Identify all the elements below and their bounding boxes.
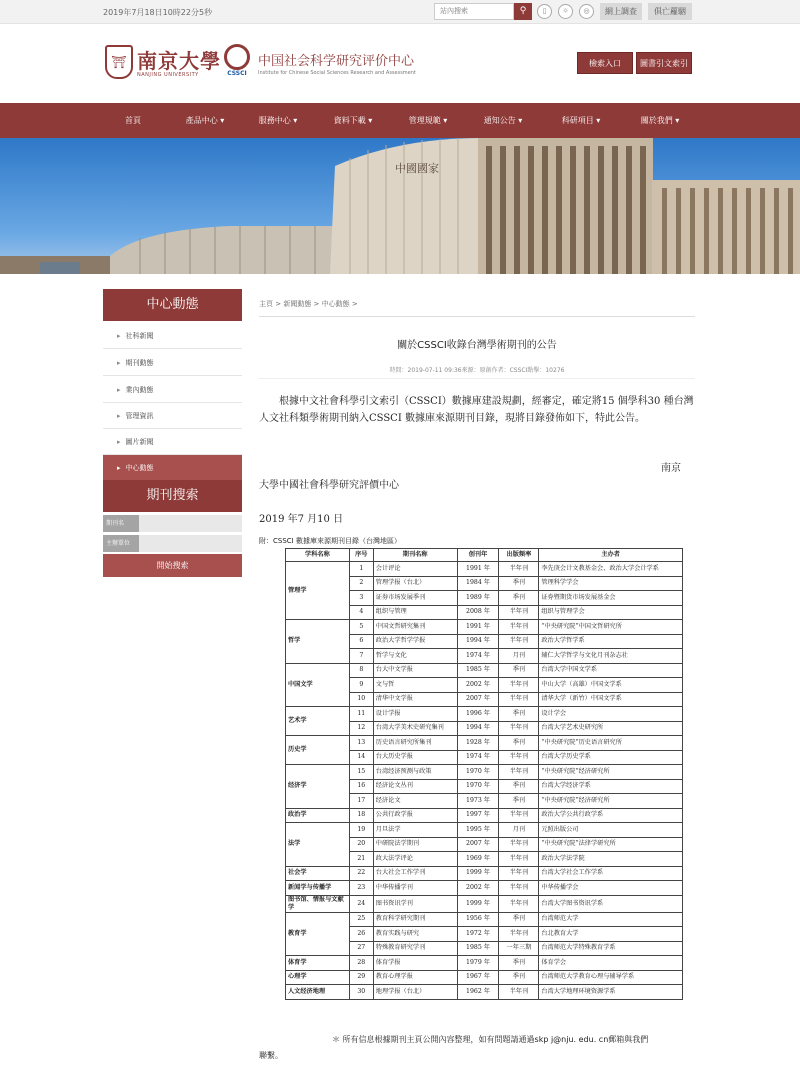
table-row xyxy=(286,866,683,881)
nav-regulations[interactable]: 管理規範 ▾ xyxy=(408,116,448,125)
frequency-cell: 季刊 xyxy=(499,576,539,591)
subject-cell: 哲学 xyxy=(286,620,350,664)
journal-table-body xyxy=(286,562,683,1000)
frequency-cell: 半年刊 xyxy=(499,750,539,765)
number-cell: 15 xyxy=(349,765,373,780)
sponsor-cell: 台湾大学图书资讯学系 xyxy=(539,895,683,912)
frequency-cell: 半年刊 xyxy=(499,837,539,852)
number-cell: 20 xyxy=(349,837,373,852)
breadcrumb[interactable]: 主頁 > 新聞動態 > 中心動態 > xyxy=(259,300,358,308)
sponsor-cell: 台湾大学社会工作学系 xyxy=(539,866,683,881)
founded-cell: 1974 年 xyxy=(457,649,499,664)
table-row xyxy=(286,823,683,838)
subject-cell: 经济学 xyxy=(286,765,350,809)
sponsor-cell: 政治大学公共行政学系 xyxy=(539,808,683,823)
frequency-cell: 半年刊 xyxy=(499,866,539,881)
sponsor-cell: 台北教育大学 xyxy=(539,927,683,942)
journal-name-cell: 文与哲 xyxy=(373,678,457,693)
number-cell: 25 xyxy=(349,912,373,927)
sponsor-cell: 台湾大学中国文学系 xyxy=(539,663,683,678)
header-journal: 期刊名称 xyxy=(373,549,457,562)
table-row xyxy=(286,808,683,823)
number-cell: 9 xyxy=(349,678,373,693)
nju-english-name: NANJING UNIVERSITY xyxy=(137,72,199,78)
journal-name-cell: 公共行政学报 xyxy=(373,808,457,823)
founded-cell: 1956 年 xyxy=(457,912,499,927)
nju-emblem-icon[interactable]: ⛩ xyxy=(105,45,133,79)
sponsor-cell: 组织与管理学会 xyxy=(539,605,683,620)
journal-name-cell: 政治大学哲学学报 xyxy=(373,634,457,649)
number-cell: 11 xyxy=(349,707,373,722)
frequency-cell: 半年刊 xyxy=(499,808,539,823)
article-meta: 時間：2019-07-11 09:36來源：原創作者：CSSCI點擊：10276 xyxy=(389,367,565,374)
journal-name-cell: 清华中文学报 xyxy=(373,692,457,707)
signature-line-1: 南京 xyxy=(661,463,681,474)
subject-cell: 教育学 xyxy=(286,912,350,956)
journal-name-cell: 教育实践与研究 xyxy=(373,927,457,942)
subject-cell: 艺术学 xyxy=(286,707,350,736)
number-cell: 19 xyxy=(349,823,373,838)
frequency-cell: 半年刊 xyxy=(499,605,539,620)
sponsor-cell: 清华大学（新竹）中国文学系 xyxy=(539,692,683,707)
table-header-row xyxy=(286,549,683,562)
frequency-cell: 季刊 xyxy=(499,956,539,971)
chevron-right-icon: ▸ xyxy=(117,332,121,340)
sidebar-item-photo-news[interactable] xyxy=(103,429,242,455)
journal-name-cell: 图书资讯学刊 xyxy=(373,895,457,912)
sponsor-cell: “中央研究院”法律学研究所 xyxy=(539,837,683,852)
header-frequency: 出版频率 xyxy=(499,549,539,562)
book-citation-index-button[interactable]: 圖書引文索引 xyxy=(636,52,692,74)
founded-cell: 1970 年 xyxy=(457,779,499,794)
frequency-cell: 季刊 xyxy=(499,663,539,678)
frequency-cell: 半年刊 xyxy=(499,634,539,649)
table-row xyxy=(286,881,683,896)
nav-services[interactable]: 服務中心 ▾ xyxy=(258,116,298,125)
founded-cell: 2008 年 xyxy=(457,605,499,620)
journal-name-cell: 中国文哲研究集刊 xyxy=(373,620,457,635)
sponsor-cell: 台湾大学地理环境资源学系 xyxy=(539,985,683,1000)
sidebar-item-center-news[interactable] xyxy=(103,455,242,481)
number-cell: 3 xyxy=(349,591,373,606)
number-cell: 17 xyxy=(349,794,373,809)
main-nav xyxy=(0,103,800,138)
sponsor-cell: 政治大学法学院 xyxy=(539,852,683,867)
sponsor-cell: 体育学会 xyxy=(539,956,683,971)
number-cell: 24 xyxy=(349,895,373,912)
frequency-cell: 半年刊 xyxy=(499,721,539,736)
center-name[interactable]: 中国社会科学研究评价中心 xyxy=(258,54,415,69)
sponsor-cell: 政治大学哲学系 xyxy=(539,634,683,649)
header-subject: 学科名称 xyxy=(286,549,350,562)
subject-cell: 政治学 xyxy=(286,808,350,823)
center-english-name: Institute for Chinese Social Sciences Research and Assessment xyxy=(258,70,416,76)
number-cell: 16 xyxy=(349,779,373,794)
header-sponsor: 主办者 xyxy=(539,549,683,562)
number-cell: 14 xyxy=(349,750,373,765)
site-search-input[interactable] xyxy=(434,3,514,20)
subject-cell: 管理学 xyxy=(286,562,350,620)
number-cell: 12 xyxy=(349,721,373,736)
chevron-right-icon: ▸ xyxy=(117,359,121,367)
sidebar-item-management-info[interactable] xyxy=(103,403,242,429)
frequency-cell: 月刊 xyxy=(499,823,539,838)
sponsor-cell: “中央研究院”历史语言研究所 xyxy=(539,736,683,751)
journal-name-cell: 管理学报（台北） xyxy=(373,576,457,591)
number-cell: 10 xyxy=(349,692,373,707)
number-cell: 18 xyxy=(349,808,373,823)
nav-about[interactable]: 關於我們 ▾ xyxy=(640,116,680,125)
subject-cell: 历史学 xyxy=(286,736,350,765)
table-row xyxy=(286,562,683,577)
journal-name-cell: 组织与管理 xyxy=(373,605,457,620)
journal-search-title: 期刊搜索 xyxy=(103,480,242,512)
founded-cell: 1970 年 xyxy=(457,765,499,780)
number-cell: 1 xyxy=(349,562,373,577)
wechat-icon[interactable]: ◎ xyxy=(579,4,594,19)
sponsor-cell: 中山大学（高雄）中国文学系 xyxy=(539,678,683,693)
founded-cell: 1999 年 xyxy=(457,895,499,912)
journal-name-cell: 中研院法学期刊 xyxy=(373,837,457,852)
journal-name-cell: 地理学报（台北） xyxy=(373,985,457,1000)
sponsor-cell: “中央研究院”经济研究所 xyxy=(539,765,683,780)
sidebar-item-label: 中心動態 xyxy=(125,464,154,472)
divider xyxy=(259,378,695,379)
chevron-right-icon: ▸ xyxy=(117,438,121,446)
number-cell: 30 xyxy=(349,985,373,1000)
announcement-date: 2019 年7 月10 日 xyxy=(259,514,344,525)
subject-cell: 中国文学 xyxy=(286,663,350,707)
header-number: 序号 xyxy=(349,549,373,562)
subject-cell: 图书馆、情报与文献学 xyxy=(286,895,350,912)
sponsor-cell: 辅仁大学哲学与文化月刊杂志社 xyxy=(539,649,683,664)
number-cell: 23 xyxy=(349,881,373,896)
filter-sponsor[interactable] xyxy=(103,535,242,552)
number-cell: 7 xyxy=(349,649,373,664)
filter-journal-name[interactable] xyxy=(103,515,242,532)
sidebar-item-label: 業內動態 xyxy=(125,386,154,394)
contact-button[interactable]: 俱亡蘿駰 xyxy=(648,3,692,20)
founded-cell: 1989 年 xyxy=(457,591,499,606)
weibo-icon[interactable]: ☼ xyxy=(558,4,573,19)
sidebar-item-social-news[interactable] xyxy=(103,323,242,349)
table-row xyxy=(286,985,683,1000)
journal-name-cell: 教育心理学报 xyxy=(373,970,457,985)
sidebar-item-journal-news[interactable] xyxy=(103,350,242,376)
founded-cell: 1994 年 xyxy=(457,634,499,649)
sponsor-cell: 李先庚会计文教基金会、政治大学会计学系 xyxy=(539,562,683,577)
number-cell: 8 xyxy=(349,663,373,678)
journal-name-cell: 证券市场发展季刊 xyxy=(373,591,457,606)
frequency-cell: 季刊 xyxy=(499,779,539,794)
frequency-cell: 季刊 xyxy=(499,736,539,751)
subject-cell: 人文经济地理 xyxy=(286,985,350,1000)
sponsor-cell: 中华传播学会 xyxy=(539,881,683,896)
banner-image xyxy=(0,138,800,274)
sponsor-cell: 证券暨期货市场发展基金会 xyxy=(539,591,683,606)
mobile-icon[interactable]: ▯ xyxy=(537,4,552,19)
filter-label: 期刊名 xyxy=(103,515,139,532)
number-cell: 28 xyxy=(349,956,373,971)
founded-cell: 1985 年 xyxy=(457,941,499,956)
founded-cell: 1997 年 xyxy=(457,808,499,823)
founded-cell: 1972 年 xyxy=(457,927,499,942)
journal-name-cell: 特殊教育研究学刊 xyxy=(373,941,457,956)
table-row xyxy=(286,663,683,678)
sidebar-item-label: 期刊動態 xyxy=(125,359,154,367)
number-cell: 21 xyxy=(349,852,373,867)
sponsor-cell: 台湾师范大学教育心理与辅导学系 xyxy=(539,970,683,985)
founded-cell: 1928 年 xyxy=(457,736,499,751)
number-cell: 6 xyxy=(349,634,373,649)
journal-name-cell: 经济论文 xyxy=(373,794,457,809)
founded-cell: 1962 年 xyxy=(457,985,499,1000)
founded-cell: 1991 年 xyxy=(457,562,499,577)
article-title: 關於CSSCI收錄台灣學術期刊的公告 xyxy=(397,340,557,351)
frequency-cell: 半年刊 xyxy=(499,985,539,1000)
footnote-end: 聯繫。 xyxy=(259,1051,283,1060)
journal-name-cell: 台大历史学报 xyxy=(373,750,457,765)
subject-cell: 社会学 xyxy=(286,866,350,881)
journal-name-cell: 哲学与文化 xyxy=(373,649,457,664)
article-body: 根據中文社會科學引文索引（CSSCI）數據庫建設規劃，經審定，確定將15 個學科30 種台灣人文社科類學術期刊納入CSSCI 數據庫來源期刊目錄，現將目錄發佈如下，特此公告。 xyxy=(259,396,694,424)
journal-name-cell: 政大法学评论 xyxy=(373,852,457,867)
chevron-right-icon: ▸ xyxy=(117,464,121,472)
sidebar-item-industry-news[interactable] xyxy=(103,377,242,403)
journal-name-cell: 经济论文丛刊 xyxy=(373,779,457,794)
search-entry-button[interactable]: 檢索入口 xyxy=(577,52,633,74)
subject-cell: 心理学 xyxy=(286,970,350,985)
sponsor-cell: 台湾师范大学特殊教育学系 xyxy=(539,941,683,956)
journal-name-cell: 会计评论 xyxy=(373,562,457,577)
journal-name-cell: 台湾经济预测与政策 xyxy=(373,765,457,780)
founded-cell: 1999 年 xyxy=(457,866,499,881)
banner-sign: 中國國家 xyxy=(395,162,439,175)
frequency-cell: 季刊 xyxy=(499,912,539,927)
table-row xyxy=(286,736,683,751)
frequency-cell: 月刊 xyxy=(499,649,539,664)
number-cell: 26 xyxy=(349,927,373,942)
founded-cell: 1969 年 xyxy=(457,852,499,867)
frequency-cell: 季刊 xyxy=(499,591,539,606)
journal-name-cell: 台大中文学报 xyxy=(373,663,457,678)
number-cell: 29 xyxy=(349,970,373,985)
table-row xyxy=(286,620,683,635)
number-cell: 22 xyxy=(349,866,373,881)
nav-home[interactable]: 首頁 xyxy=(125,116,141,125)
table-row xyxy=(286,970,683,985)
frequency-cell: 季刊 xyxy=(499,794,539,809)
founded-cell: 1974 年 xyxy=(457,750,499,765)
frequency-cell: 半年刊 xyxy=(499,678,539,693)
nav-downloads[interactable]: 資料下載 ▾ xyxy=(333,116,373,125)
filter-label: 主辦單位 xyxy=(103,535,139,552)
chevron-right-icon: ▸ xyxy=(117,412,121,420)
sidebar-item-label: 管理資訊 xyxy=(125,412,154,420)
footnote: ＊ 所有信息根據期刊主頁公開內容整理，如有問題請通過skp j@nju. edu. cn郵箱與我們 xyxy=(332,1035,649,1044)
sponsor-cell: 管理科学学会 xyxy=(539,576,683,591)
founded-cell: 1984 年 xyxy=(457,576,499,591)
journal-name-cell: 台湾大学美术史研究集刊 xyxy=(373,721,457,736)
frequency-cell: 半年刊 xyxy=(499,852,539,867)
journal-table xyxy=(285,548,683,1000)
subject-cell: 新闻学与传播学 xyxy=(286,881,350,896)
cssci-ring-icon xyxy=(224,44,250,70)
table-row xyxy=(286,707,683,722)
journal-name-cell: 台大社会工作学刊 xyxy=(373,866,457,881)
table-row xyxy=(286,765,683,780)
nav-notices[interactable]: 通知公告 ▾ xyxy=(483,116,523,125)
founded-cell: 2002 年 xyxy=(457,678,499,693)
frequency-cell: 半年刊 xyxy=(499,895,539,912)
frequency-cell: 半年刊 xyxy=(499,881,539,896)
founded-cell: 1979 年 xyxy=(457,956,499,971)
sponsor-cell: “中央研究院”经济研究所 xyxy=(539,794,683,809)
founded-cell: 1996 年 xyxy=(457,707,499,722)
table-row xyxy=(286,895,683,912)
journal-name-cell: 中华传播学刊 xyxy=(373,881,457,896)
library-building-illustration xyxy=(0,138,800,274)
founded-cell: 2007 年 xyxy=(457,692,499,707)
number-cell: 2 xyxy=(349,576,373,591)
table-caption: 附：CSSCI 數據庫來源期刊目錄（台灣地區） xyxy=(259,537,401,545)
frequency-cell: 季刊 xyxy=(499,707,539,722)
sidebar-item-label: 圖片新聞 xyxy=(125,438,154,446)
journal-name-cell: 体育学报 xyxy=(373,956,457,971)
sponsor-cell: 台湾师范大学 xyxy=(539,912,683,927)
frequency-cell: 半年刊 xyxy=(499,765,539,780)
founded-cell: 2007 年 xyxy=(457,837,499,852)
chevron-right-icon: ▸ xyxy=(117,386,121,394)
sponsor-cell: 台湾大学艺术史研究所 xyxy=(539,721,683,736)
frequency-cell: 半年刊 xyxy=(499,692,539,707)
nju-name[interactable]: 南京大學 xyxy=(137,49,221,73)
header-founded: 创刊年 xyxy=(457,549,499,562)
cssci-logo-icon[interactable] xyxy=(222,44,252,78)
table-row xyxy=(286,912,683,927)
sponsor-cell: 台湾大学经济学系 xyxy=(539,779,683,794)
subject-cell: 法学 xyxy=(286,823,350,867)
sidebar-item-label: 社科新聞 xyxy=(125,332,154,340)
nav-projects[interactable]: 科研項目 ▾ xyxy=(561,116,601,125)
cssci-mark: CSSCI xyxy=(227,70,247,77)
sidebar-title: 中心動態 xyxy=(103,289,242,321)
subject-cell: 体育学 xyxy=(286,956,350,971)
sponsor-cell: 设计学会 xyxy=(539,707,683,722)
journal-name-cell: 设计学报 xyxy=(373,707,457,722)
founded-cell: 1994 年 xyxy=(457,721,499,736)
divider xyxy=(259,316,695,317)
founded-cell: 1995 年 xyxy=(457,823,499,838)
number-cell: 27 xyxy=(349,941,373,956)
frequency-cell: 半年刊 xyxy=(499,620,539,635)
sponsor-cell: “中央研究院”中国文哲研究所 xyxy=(539,620,683,635)
frequency-cell: 一年三期 xyxy=(499,941,539,956)
sponsor-cell: 台湾大学历史学系 xyxy=(539,750,683,765)
nav-products[interactable]: 產品中心 ▾ xyxy=(185,116,225,125)
founded-cell: 1967 年 xyxy=(457,970,499,985)
founded-cell: 1985 年 xyxy=(457,663,499,678)
number-cell: 4 xyxy=(349,605,373,620)
journal-name-cell: 月旦法学 xyxy=(373,823,457,838)
founded-cell: 2002 年 xyxy=(457,881,499,896)
journal-name-cell: 教育科学研究期刊 xyxy=(373,912,457,927)
sponsor-cell: 元照出版公司 xyxy=(539,823,683,838)
founded-cell: 1973 年 xyxy=(457,794,499,809)
founded-cell: 1991 年 xyxy=(457,620,499,635)
signature-line-2: 大學中國社會科學研究評價中心 xyxy=(259,480,399,491)
frequency-cell: 半年刊 xyxy=(499,927,539,942)
number-cell: 13 xyxy=(349,736,373,751)
frequency-cell: 季刊 xyxy=(499,970,539,985)
current-datetime: 2019年7月18日10時22分5秒 xyxy=(103,8,213,17)
number-cell: 5 xyxy=(349,620,373,635)
online-survey-button[interactable]: 網上調查 xyxy=(600,3,642,20)
start-search-button[interactable]: 開始搜索 xyxy=(103,554,242,577)
frequency-cell: 半年刊 xyxy=(499,562,539,577)
top-utility-bar xyxy=(0,0,800,24)
journal-name-cell: 历史语言研究所集刊 xyxy=(373,736,457,751)
table-row xyxy=(286,956,683,971)
search-icon[interactable]: ⚲ xyxy=(514,3,532,20)
